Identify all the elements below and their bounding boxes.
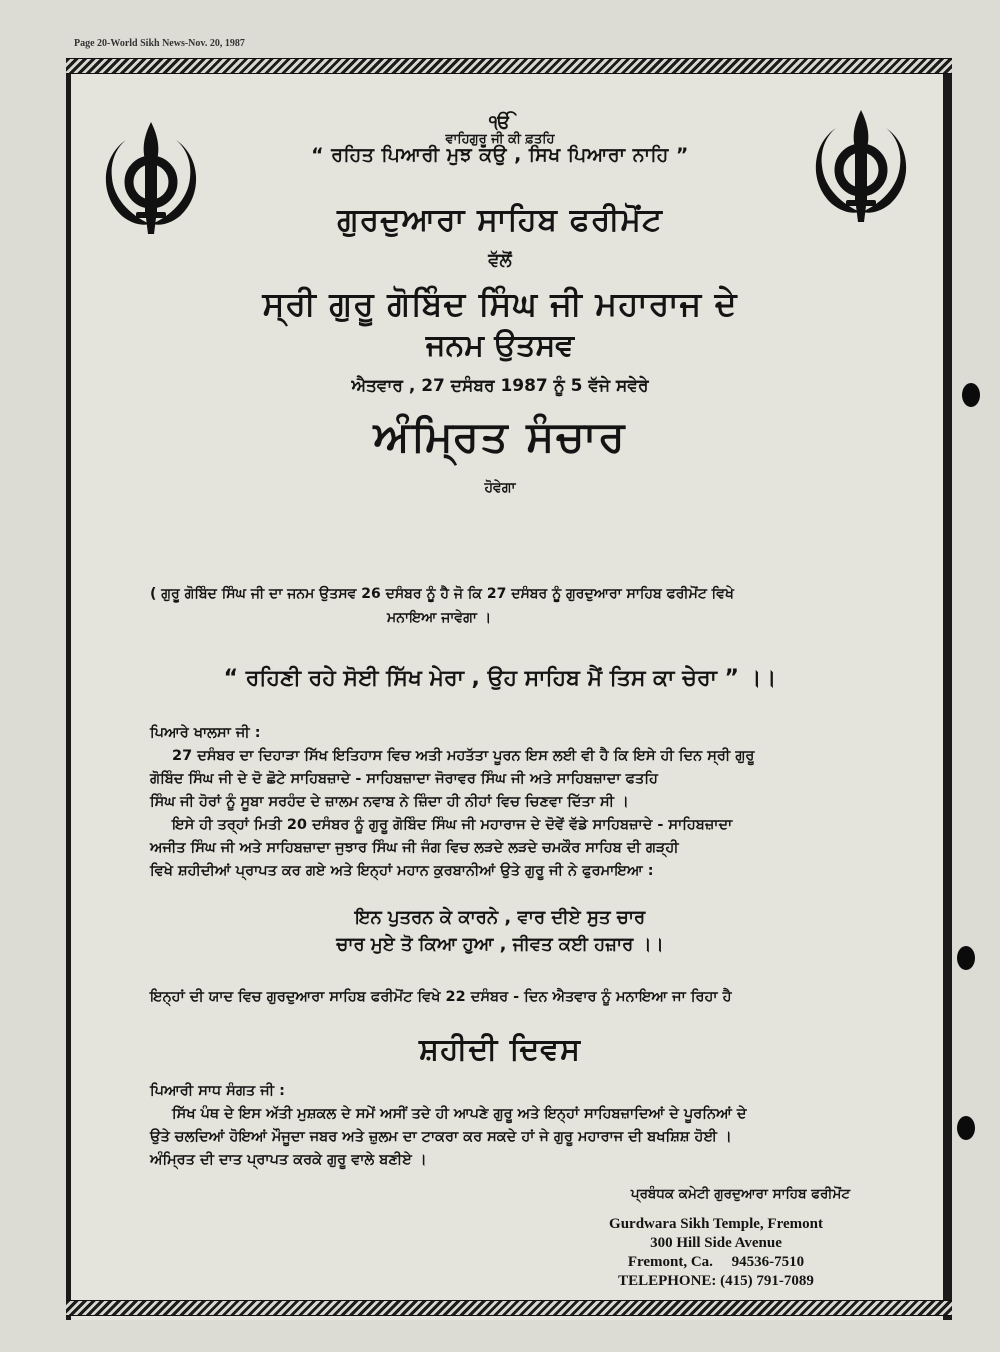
- hovega-text: ਹੋਵੇਗਾ: [484, 480, 516, 496]
- guru-heading: ਸ੍ਰੀ ਗੁਰੂ ਗੋਬਿੰਦ ਸਿੰਘ ਜੀ ਮਹਾਰਾਜ ਦੇ: [262, 284, 738, 323]
- committee-signature: ਪ੍ਰਬੰਧਕ ਕਮੇਟੀ ਗੁਰਦੁਆਰਾ ਸਾਹਿਬ ਫਰੀਮੋਂਟ: [630, 1186, 850, 1202]
- note-line: ( ਗੁਰੂ ਗੋਬਿੰਦ ਸਿੰਘ ਜੀ ਦਾ ਜਨਮ ਉਤਸਵ 26 ਦਸੰਬਰ ਨੂੰ ਹੈ ਜੋ ਕਿ 27 ਦਸੰਬਰ ਨੂੰ ਗੁਰਦੁਆਰਾ ਸਾਹਿਬ ਫਰੀਮੋਂਟ ਵਿਖੇ: [150, 586, 734, 602]
- event-date: ਐਤਵਾਰ , 27 ਦਸੰਬਰ 1987 ਨੂੰ 5 ਵੱਜੇ ਸਵੇਰੇ: [351, 376, 649, 396]
- history-paragraph: [150, 745, 818, 883]
- page-header: Page 20-World Sikh News-Nov. 20, 1987: [74, 38, 245, 49]
- valon-text: ਵੱਲੋਂ: [488, 250, 512, 271]
- paragraph-line: ਉਤੇ ਚਲਦਿਆਂ ਹੋਇਆਂ ਮੌਜੂਦਾ ਜਬਰ ਅਤੇ ਜ਼ੁਲਮ ਦਾ ਟਾਕਰਾ ਕਰ ਸਕਦੇ ਹਾਂ ਜੇ ਗੁਰੂ ਮਹਾਰਾਜ ਦੀ ਬਖਸ਼ਿਸ਼ ਹੋਈ ।: [150, 1129, 732, 1145]
- telephone: TELEPHONE: (415) 791-7089: [618, 1273, 814, 1289]
- city-zip: Fremont, Ca. 94536-7510: [627, 1254, 805, 1270]
- paragraph-line: ਸਿੰਘ ਜੀ ਹੋਰਾਂ ਨੂੰ ਸੂਬਾ ਸਰਹੰਦ ਦੇ ਜ਼ਾਲਮ ਨਵਾਬ ਨੇ ਜ਼ਿੰਦਾ ਹੀ ਨੀਹਾਂ ਵਿਚ ਚਿਣਵਾ ਦਿੱਤਾ ਸੀ ।: [150, 794, 629, 810]
- gurdwara-title: ਗੁਰਦੁਆਰਾ ਸਾਹਿਬ ਫਰੀਮੋਂਟ: [337, 202, 663, 238]
- amrit-sanchar-heading: ਅੰਮ੍ਰਿਤ ਸੰਚਾਰ: [373, 412, 627, 461]
- top-border: [66, 58, 952, 74]
- appeal-paragraph: [150, 1103, 818, 1172]
- salutation-sangat: ਪਿਆਰੀ ਸਾਧ ਸੰਗਤ ਜੀ :: [150, 1083, 285, 1099]
- couplet: [80, 904, 920, 958]
- punch-hole: [957, 1116, 975, 1140]
- shaheedi-divas-heading: ਸ਼ਹੀਦੀ ਦਿਵਸ: [418, 1032, 582, 1067]
- ek-onkar-symbol: ੴ: [489, 112, 511, 133]
- couplet-line: ਚਾਰ ਮੁਏ ਤੋ ਕਿਆ ਹੁਆ , ਜੀਵਤ ਕਈ ਹਜ਼ਾਰ ।।: [336, 934, 664, 955]
- birthday-note: [150, 582, 830, 630]
- paragraph-line: ਸਿੱਖ ਪੰਥ ਦੇ ਇਸ ਅੱਤੀ ਮੁਸ਼ਕਲ ਦੇ ਸਮੇਂ ਅਸੀਂ ਤਦੇ ਹੀ ਆਪਣੇ ਗੁਰੂ ਅਤੇ ਇਨ੍ਹਾਂ ਸਾਹਿਬਜ਼ਾਦਿਆਂ ਦੇ ਪੂਰਨਿਆਂ ਦੇ: [172, 1106, 747, 1122]
- paragraph-line: ਅਜੀਤ ਸਿੰਘ ਜੀ ਅਤੇ ਸਾਹਿਬਜ਼ਾਦਾ ਜੁਝਾਰ ਸਿੰਘ ਜੀ ਜੰਗ ਵਿਚ ਲੜਦੇ ਲੜਦੇ ਚਮਕੌਰ ਸਾਹਿਬ ਦੀ ਗੜ੍ਹੀ: [150, 840, 679, 856]
- note-line: ਮਨਾਇਆ ਜਾਵੇਗਾ ।: [387, 610, 492, 626]
- punch-hole: [957, 946, 975, 970]
- temple-name: Gurdwara Sikh Temple, Fremont: [609, 1216, 823, 1232]
- fateh-line: ਵਾਹਿਗੁਰੂ ਜੀ ਕੀ ਫ਼ਤਹਿ: [445, 132, 555, 147]
- rahini-quote: “ ਰਹਿਣੀ ਰਹੇ ਸੋਈ ਸਿੱਖ ਮੇਰਾ , ਉਹ ਸਾਹਿਬ ਮੈਂ ਤਿਸ ਕਾ ਚੇਰਾ ” ।।: [223, 666, 777, 691]
- rehat-quote: “ ਰਹਿਤ ਪਿਆਰੀ ਮੁਝ ਕਉ , ਸਿਖ ਪਿਆਰਾ ਨਾਹਿ ”: [311, 144, 689, 166]
- paragraph-line: ਗੋਬਿੰਦ ਸਿੰਘ ਜੀ ਦੇ ਦੋ ਛੋਟੇ ਸਾਹਿਬਜ਼ਾਦੇ - ਸਾਹਿਬਜ਼ਾਦਾ ਜੋਰਾਵਰ ਸਿੰਘ ਜੀ ਅਤੇ ਸਾਹਿਬਜ਼ਾਦਾ ਫਤਹਿ: [150, 771, 658, 787]
- paragraph-line: ਅੰਮ੍ਰਿਤ ਦੀ ਦਾਤ ਪ੍ਰਾਪਤ ਕਰਕੇ ਗੁਰੂ ਵਾਲੇ ਬਣੀਏ ।: [150, 1152, 427, 1168]
- street-address: 300 Hill Side Avenue: [650, 1235, 782, 1251]
- salutation-khalsa: ਪਿਆਰੇ ਖਾਲਸਾ ਜੀ :: [150, 725, 261, 741]
- temple-address: [556, 1215, 876, 1291]
- bottom-border: [66, 1300, 952, 1316]
- paragraph-line: ਇਸੇ ਹੀ ਤਰ੍ਹਾਂ ਮਿਤੀ 20 ਦਸੰਬਰ ਨੂੰ ਗੁਰੂ ਗੋਬਿੰਦ ਸਿੰਘ ਜੀ ਮਹਾਰਾਜ ਦੇ ਦੋਵੇਂ ਵੱਡੇ ਸਾਹਿਬਜ਼ਾਦੇ - ਸਾਹਿਬਜ਼ਾਦਾ: [172, 817, 733, 833]
- janam-utsav-heading: ਜਨਮ ਉਤਸਵ: [425, 328, 575, 363]
- remembrance-line: ਇਨ੍ਹਾਂ ਦੀ ਯਾਦ ਵਿਚ ਗੁਰਦੁਆਰਾ ਸਾਹਿਬ ਫਰੀਮੋਂਟ ਵਿਖੇ 22 ਦਸੰਬਰ - ਦਿਨ ਐਤਵਾਰ ਨੂੰ ਮਨਾਇਆ ਜਾ ਰਿਹਾ ਹੈ: [150, 989, 732, 1005]
- punch-hole: [962, 383, 980, 407]
- couplet-line: ਇਨ ਪੁਤਰਨ ਕੇ ਕਾਰਨੇ , ਵਾਰ ਦੀਏ ਸੁਤ ਚਾਰ: [354, 907, 646, 928]
- paragraph-line: ਵਿਖੇ ਸ਼ਹੀਦੀਆਂ ਪ੍ਰਾਪਤ ਕਰ ਗਏ ਅਤੇ ਇਨ੍ਹਾਂ ਮਹਾਨ ਕੁਰਬਾਨੀਆਂ ਉਤੇ ਗੁਰੂ ਜੀ ਨੇ ਫੁਰਮਾਇਆ :: [150, 863, 654, 879]
- paragraph-line: 27 ਦਸੰਬਰ ਦਾ ਦਿਹਾੜਾ ਸਿੱਖ ਇਤਿਹਾਸ ਵਿਚ ਅਤੀ ਮਹਤੱਤਾ ਪੂਰਨ ਇਸ ਲਈ ਵੀ ਹੈ ਕਿ ਇਸੇ ਹੀ ਦਿਨ ਸ੍ਰੀ ਗੁਰੂ: [172, 748, 755, 764]
